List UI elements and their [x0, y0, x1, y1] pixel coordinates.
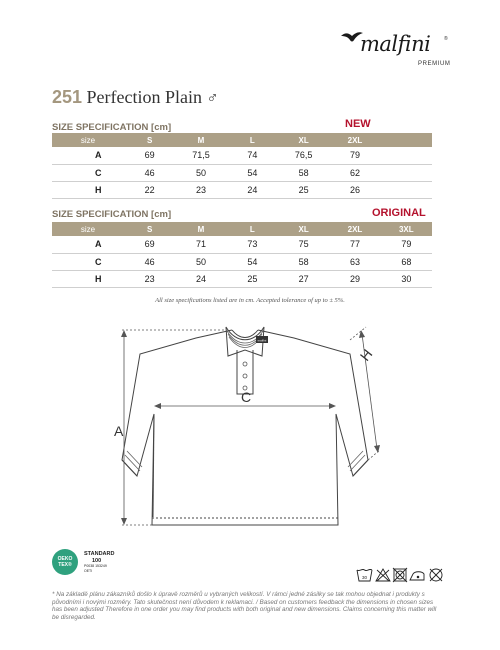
column-header: S: [124, 222, 175, 236]
table-cell: 26: [329, 181, 380, 198]
size-spec-heading-new: SIZE SPECIFICATION [cm]: [52, 122, 172, 133]
table-cell: 71,5: [175, 147, 226, 164]
variant-label-new: NEW: [345, 118, 371, 130]
care-symbols: [356, 566, 446, 584]
oeko-tex-text: STANDARD 100 P0038 153249 OETI: [84, 551, 115, 573]
table-cell: 76,5: [278, 147, 329, 164]
polo-shirt-outline: [122, 327, 368, 525]
table-cell: 24: [227, 181, 278, 198]
sleeve-stripes: [125, 451, 365, 471]
product-title: [52, 87, 219, 108]
tolerance-note: All size specifications listed are in cm. Accepted tolerance of up to ± 5%.: [155, 297, 345, 304]
collar-tag-text: malfini: [257, 338, 267, 343]
table-cell: [381, 147, 432, 164]
table-cell: 63: [329, 253, 380, 270]
no-dry-clean-icon: [430, 569, 442, 581]
footnote: * Na základě plánu zákazníků došlo k úpravě rozměrů u vybraných velikostí. V rámci jedné zásilky se tak mohou objednat i produkty s původními i novými rozměry. Tato skutečnost není důvodem k reklamaci. / Based on customers feedback the dimensions in chosen sizes has been adjusted Therefore in one order you may find products with both original and new dimensions. Claims concerning this matter will be disregarded.: [52, 591, 437, 621]
table-cell: 24: [175, 270, 226, 287]
table-cell: 71: [175, 236, 226, 253]
table-cell: 46: [124, 253, 175, 270]
column-header: XL: [278, 133, 329, 147]
column-header: M: [175, 133, 226, 147]
placket-buttons: [243, 362, 247, 390]
table-cell: [381, 181, 432, 198]
column-header: S: [124, 133, 175, 147]
table-cell: 73: [227, 236, 278, 253]
brand-subtitle: PREMIUM: [418, 61, 451, 67]
product-code: 251: [52, 87, 83, 107]
shirt-diagram: [0, 310, 500, 540]
column-header: size: [52, 222, 124, 236]
table-cell: 77: [329, 236, 380, 253]
table-cell: 50: [175, 164, 226, 181]
table-row: [52, 147, 432, 164]
table-cell: 79: [329, 147, 380, 164]
table-row: [52, 181, 432, 198]
table-cell: 54: [227, 253, 278, 270]
column-header: [381, 133, 432, 147]
dimension-a: [121, 330, 226, 525]
dimension-h-label: H: [356, 345, 376, 364]
column-header: L: [227, 222, 278, 236]
table-cell: 69: [124, 147, 175, 164]
no-tumble-dry-icon: [393, 568, 407, 582]
table-cell: A: [52, 147, 124, 164]
table-row: [52, 236, 432, 253]
column-header: size: [52, 133, 124, 147]
column-header: 3XL: [381, 222, 432, 236]
table-cell: 75: [278, 236, 329, 253]
table-cell: 46: [124, 164, 175, 181]
table-cell: 25: [227, 270, 278, 287]
table-cell: C: [52, 164, 124, 181]
table-cell: 23: [175, 181, 226, 198]
table-cell: [381, 164, 432, 181]
table-cell: 69: [124, 236, 175, 253]
column-header: XL: [278, 222, 329, 236]
column-header: M: [175, 222, 226, 236]
table-row: [52, 270, 432, 287]
column-header: 2XL: [329, 222, 380, 236]
table-cell: 50: [175, 253, 226, 270]
size-table-original: [52, 222, 432, 288]
table-cell: 29: [329, 270, 380, 287]
size-spec-heading-original: SIZE SPECIFICATION [cm]: [52, 209, 172, 220]
variant-label-original: ORIGINAL: [372, 207, 426, 219]
wash-30-icon: [357, 569, 372, 581]
table-cell: 79: [381, 236, 432, 253]
oeko-tex-badge: OEKO TEX®: [52, 549, 78, 575]
table-cell: 58: [278, 164, 329, 181]
brand-logo: [338, 28, 458, 74]
table-cell: 68: [381, 253, 432, 270]
brand-name: malfini: [360, 32, 431, 56]
table-header-row: [52, 133, 432, 147]
svg-text:30: 30: [361, 575, 368, 580]
brand-registered: ®: [444, 36, 448, 42]
iron-low-icon: [410, 572, 424, 580]
table-cell: 27: [278, 270, 329, 287]
table-header-row: [52, 222, 432, 236]
table-cell: A: [52, 236, 124, 253]
table-cell: H: [52, 181, 124, 198]
table-cell: 62: [329, 164, 380, 181]
table-cell: 23: [124, 270, 175, 287]
table-cell: 58: [278, 253, 329, 270]
male-icon: ♂: [206, 90, 219, 107]
table-cell: 30: [381, 270, 432, 287]
table-cell: C: [52, 253, 124, 270]
dimension-a-label: A: [114, 423, 124, 439]
dimension-c-label: C: [241, 389, 252, 405]
column-header: 2XL: [329, 133, 380, 147]
product-name: Perfection Plain: [86, 87, 203, 107]
size-table-new: [52, 133, 432, 199]
table-row: [52, 253, 432, 270]
table-cell: 22: [124, 181, 175, 198]
table-cell: 74: [227, 147, 278, 164]
table-cell: 25: [278, 181, 329, 198]
column-header: L: [227, 133, 278, 147]
table-row: [52, 164, 432, 181]
no-bleach-icon: [376, 569, 390, 581]
table-cell: H: [52, 270, 124, 287]
table-cell: 54: [227, 164, 278, 181]
